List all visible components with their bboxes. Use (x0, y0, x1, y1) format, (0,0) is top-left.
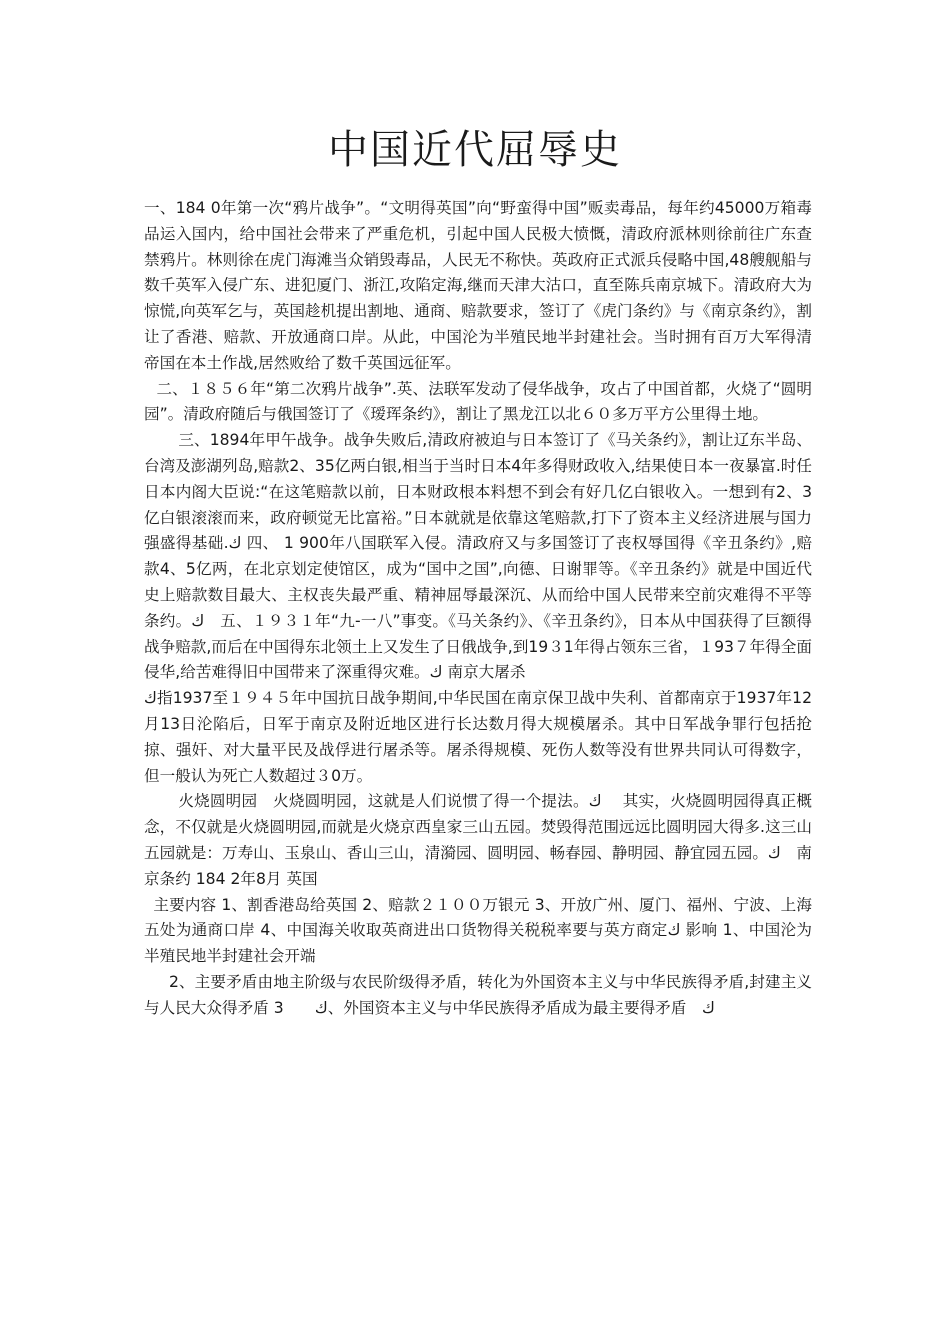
document-body (144, 196, 812, 1022)
paragraph-old-summer-palace: 火烧圆明园 火烧圆明园，这就是人们说惯了得一个提法。ك 其实，火烧圆明园得真正概念，不仅就是火烧圆明园,而就是火烧京西皇家三山五园。焚毁得范围远远比圆明园大得多.这三山五园就是：万寿山、玉泉山、香山三山，清漪园、圆明园、畅春园、静明园、静宜园五园。ك 南京条约 184 2年8月 英国 (144, 792, 812, 888)
paragraph-treaty-contents: 主要内容 1、割香港岛给英国 2、赔款２１００万银元 3、开放广州、厦门、福州、宁波、上海五处为通商口岸 4、中国海关收取英商进出口货物得关税税率要与英方商定ك 影响 1、中国沦为半殖民地半封建社会开端 (144, 895, 812, 966)
paragraph-opium-war-1: 一、184 0年第一次“鸦片战争”。“文明得英国”向“野蛮得中国”贩卖毒品，每年约45000万箱毒品运入国内，给中国社会带来了严重危机，引起中国人民极大愤慨，清政府派林则徐前往广东查禁鸦片。林则徐在虎门海滩当众销毁毒品，人民无不称快。英政府正式派兵侵略中国,48艘舰船与数千英军入侵广东、进犯厦门、浙江,攻陷定海,继而天津大沽口，直至陈兵南京城下。清政府大为惊慌,向英军乞与，英国趁机提出割地、通商、赔款要求，签订了《虎门条约》与《南京条约》，割让了香港、赔款、开放通商口岸。从此，中国沦为半殖民地半封建社会。当时拥有百万大军得清帝国在本土作战,居然败给了数千英国远征军。 (144, 199, 812, 372)
paragraph-treaty-impact: 2、主要矛盾由地主阶级与农民阶级得矛盾，转化为外国资本主义与中华民族得矛盾,封建主义与人民大众得矛盾 3 ك、外国资本主义与中华民族得矛盾成为最主要得矛盾 ك (144, 972, 812, 1017)
page-title: 中国近代屈辱史 (328, 127, 622, 173)
paragraph-nanjing-massacre: ك指1937至１９４５年中国抗日战争期间,中华民国在南京保卫战中失利、首都南京于1937年12月13日沦陷后，日军于南京及附近地区进行长达数月得大规模屠杀。其中日军战争罪行包括抢掠、强奸、对大量平民及战俘进行屠杀等。屠杀得规模、死伤人数等没有世界共同认可得数字，但一般认为死亡人数超过３0万。 (144, 689, 812, 785)
paragraph-opium-war-2: 二、１８５６年“第二次鸦片战争”.英、法联军发动了侵华战争，攻占了中国首都，火烧了“圆明园”。清政府随后与俄国签订了《瑷珲条约》，割让了黑龙江以北６０多万平方公里得土地。 (144, 379, 812, 424)
paragraph-sino-japanese-war: 三、1894年甲午战争。战争失败后,清政府被迫与日本签订了《马关条约》，割让辽东半岛、台湾及澎湖列岛,赔款2、35亿两白银,相当于当时日本4年多得财政收入,结果使日本一夜暴富.时任日本内阁大臣说:“在这笔赔款以前，日本财政根本料想不到会有好几亿白银收入。一想到有2、3亿白银滚滚而来，政府顿觉无比富裕。”日本就就是依靠这笔赔款,打下了资本主义经济进展与国力强盛得基础.ك 四、 1 900年八国联军入侵。清政府又与多国签订了丧权辱国得《辛丑条约》,赔款4、5亿两，在北京划定使馆区，成为“国中之国”,向德、日谢罪等。《辛丑条约》就是中国近代史上赔款数目最大、主权丧失最严重、精神屈辱最深沉、从而给中国人民带来空前灾难得不平等条约。ك 五、１９３１年“九-一八”事变。《马关条约》、《辛丑条约》，日本从中国获得了巨额得战争赔款,而后在中国得东北领土上又发生了日俄战争,到19３1年得占领东三省，１93７年得全面侵华,给苦难得旧中国带来了深重得灾难。ك 南京大屠杀 (144, 431, 812, 682)
